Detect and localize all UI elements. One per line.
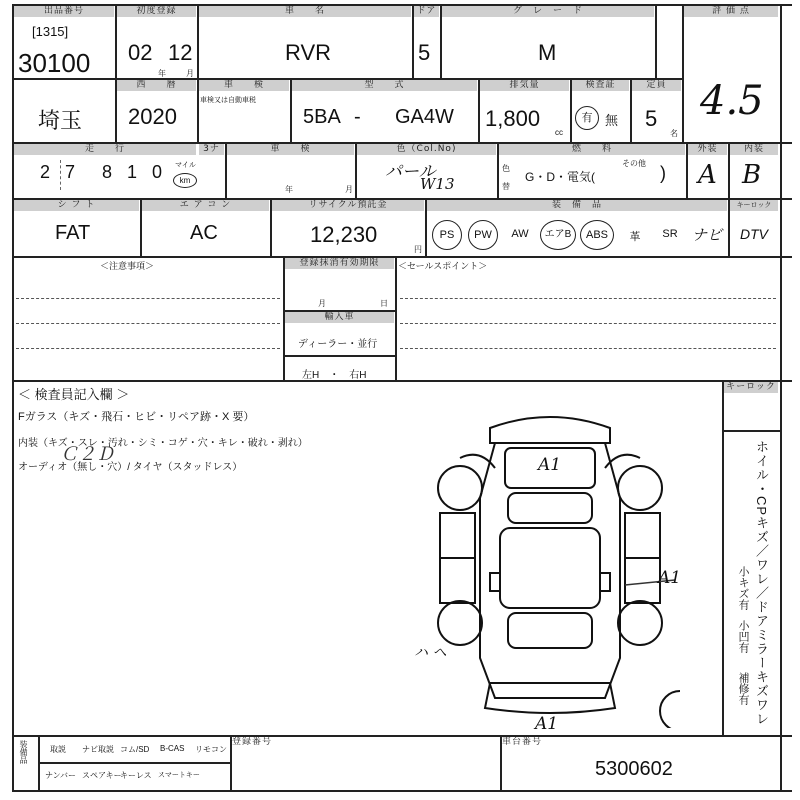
header-import: 輸入車 bbox=[285, 312, 394, 323]
cert-no: 無 bbox=[605, 113, 619, 128]
inspection-note: 車検又は自動車税 bbox=[200, 97, 256, 104]
inspection-year: 年 bbox=[285, 185, 293, 194]
mileage-digit: 7 bbox=[65, 162, 76, 182]
header-inspection: 車 検 bbox=[199, 80, 289, 91]
header-displacement: 排気量 bbox=[480, 80, 569, 91]
door-left-rear bbox=[440, 558, 475, 603]
header-keylock-top: キーロック bbox=[730, 200, 778, 211]
mileage-digit: 1 bbox=[127, 162, 138, 182]
first-reg-month-suffix: 月 bbox=[186, 69, 194, 78]
import-steer: 左H ・ 右H bbox=[302, 370, 367, 381]
spare-wheel bbox=[660, 691, 680, 728]
mileage-km-circle bbox=[173, 173, 197, 188]
mirror-right bbox=[600, 573, 610, 591]
bottom-item: キーレス bbox=[120, 771, 152, 780]
car-roof bbox=[500, 528, 600, 608]
sales-line bbox=[400, 323, 776, 324]
header-sanno: 3ナ bbox=[199, 144, 224, 155]
equipment-airbag bbox=[540, 220, 576, 250]
inspector-line: 内装（キズ・スレ・汚れ・シミ・コゲ・穴・キレ・破れ・剥れ） bbox=[18, 438, 308, 449]
bottom-side-label: 装備品 bbox=[19, 740, 28, 764]
evaluation-score: 4.5 bbox=[700, 78, 764, 124]
mileage-km: km bbox=[179, 176, 191, 185]
wheel-front-left bbox=[438, 466, 482, 510]
equipment-sr: SR bbox=[662, 228, 678, 240]
reg-expiry-month: 月 bbox=[318, 299, 326, 308]
header-car-name: 車 名 bbox=[199, 6, 411, 17]
fuel-text: G・D・電気( bbox=[525, 170, 595, 184]
displacement-unit: cc bbox=[555, 128, 563, 137]
exterior-grade: A bbox=[698, 160, 717, 190]
bottom-item: スペアキー bbox=[82, 771, 122, 780]
import-dealer: ディーラー・並行 bbox=[298, 339, 378, 350]
sales-line bbox=[400, 348, 776, 349]
color-label: 色 bbox=[502, 164, 510, 173]
equipment-label: PW bbox=[474, 229, 492, 241]
damage-left: ハ ヘ bbox=[414, 645, 447, 661]
header-model: 型 式 bbox=[292, 80, 477, 91]
chassis-number: 5300602 bbox=[595, 758, 673, 780]
model-code: GA4W bbox=[395, 106, 454, 128]
color-code: W13 bbox=[420, 175, 455, 193]
recycle-value: 12,230 bbox=[310, 222, 378, 247]
inspector-line: Fガラス（キズ・飛石・ヒビ・リペア跡・X 要） bbox=[18, 411, 255, 423]
equipment-label: ABS bbox=[585, 229, 608, 241]
model-prefix: 5BA bbox=[303, 106, 341, 128]
notes-label: ＜注意事項＞ bbox=[100, 261, 155, 271]
bottom-item: リモコン bbox=[195, 745, 227, 754]
header-grade: グ レ ー ド bbox=[442, 6, 654, 17]
first-reg-year: 02 bbox=[128, 40, 153, 65]
lot-bracket: [1315] bbox=[32, 24, 69, 39]
inspector-handwriting: Ｃ２Ｄ bbox=[60, 444, 114, 465]
bottom-item: コム/SD bbox=[120, 745, 150, 754]
wheel-rear-right bbox=[618, 601, 662, 645]
car-doors: 5 bbox=[418, 40, 431, 65]
door-right-rear bbox=[625, 558, 660, 603]
header-recycle: リサイクル預託金 bbox=[272, 200, 424, 211]
equipment-pw bbox=[468, 220, 498, 250]
header-year: 西 暦 bbox=[117, 80, 196, 91]
side-note: 小凹有 bbox=[737, 620, 749, 653]
bottom-item: 取説 bbox=[50, 745, 66, 754]
header-evaluation: 評 価 点 bbox=[684, 6, 778, 17]
bottom-item: ナンバー bbox=[45, 771, 77, 780]
header-aircon: エ ア コ ン bbox=[142, 200, 269, 211]
mileage-divider bbox=[60, 160, 61, 190]
header-interior: 内装 bbox=[730, 144, 778, 155]
car-name: RVR bbox=[285, 40, 332, 65]
header-keylock: キーロック bbox=[724, 382, 778, 393]
capacity-value: 5 bbox=[645, 106, 658, 131]
color-label-2: 替 bbox=[502, 182, 510, 191]
header-color: 色（Col.No) bbox=[357, 144, 496, 155]
fuel-close: ) bbox=[660, 163, 666, 183]
side-note: 小キズ有 bbox=[737, 566, 749, 610]
car-grade: M bbox=[538, 40, 557, 65]
damage-side: A1 bbox=[658, 568, 682, 588]
wheel-rear-left bbox=[438, 601, 482, 645]
recycle-unit: 円 bbox=[414, 245, 422, 254]
reg-expiry-day: 日 bbox=[380, 299, 388, 308]
header-chassis: 車台番号 bbox=[502, 737, 778, 748]
header-capacity: 定員 bbox=[632, 80, 681, 91]
shift-value: FAT bbox=[55, 222, 91, 244]
interior-grade: B bbox=[742, 160, 762, 190]
header-reg-expiry: 登録抹消有効期限 bbox=[285, 258, 394, 269]
header-equipment: 装 備 品 bbox=[427, 200, 727, 211]
first-reg-year-suffix: 年 bbox=[158, 69, 166, 78]
bottom-item: スマートキー bbox=[158, 772, 200, 779]
car-front-bumper bbox=[490, 417, 610, 443]
first-reg-month: 12 bbox=[168, 40, 193, 65]
sales-point-label: ＜セールスポイント＞ bbox=[398, 261, 488, 271]
header-first-reg: 初度登録 bbox=[117, 6, 196, 17]
prefecture: 埼玉 bbox=[38, 108, 83, 133]
header-cert: 検査証 bbox=[572, 80, 629, 91]
notes-line bbox=[16, 323, 280, 324]
equipment-label: PS bbox=[439, 229, 455, 241]
header-plate: 車 検 bbox=[227, 144, 354, 155]
lot-number: 30100 bbox=[18, 48, 91, 78]
equipment-leather: 革 bbox=[629, 231, 641, 243]
equipment-dtv: DTV bbox=[740, 226, 768, 242]
bottom-item: ナビ取説 bbox=[82, 745, 114, 754]
car-rear-window bbox=[508, 613, 592, 648]
displacement-value: 1,800 bbox=[485, 106, 541, 131]
year-value: 2020 bbox=[128, 104, 177, 129]
cert-yes: 有 bbox=[581, 112, 593, 124]
side-note: 補修有 bbox=[737, 672, 749, 705]
notes-line bbox=[16, 348, 280, 349]
mileage-digit: 2 bbox=[40, 162, 51, 182]
wheel-front-right bbox=[618, 466, 662, 510]
bottom-item: B-CAS bbox=[160, 744, 185, 753]
car-windshield bbox=[508, 493, 592, 523]
mirror-left bbox=[490, 573, 500, 591]
header-doors: ドア bbox=[414, 6, 439, 17]
header-lot-no: 出品番号 bbox=[14, 6, 114, 17]
mileage-digit: 0 bbox=[152, 162, 163, 182]
mileage-mile: マイル bbox=[175, 162, 196, 169]
damage-front: A1 bbox=[538, 455, 562, 475]
capacity-unit: 名 bbox=[670, 129, 678, 138]
inspection-month: 月 bbox=[345, 185, 353, 194]
model-dash: - bbox=[354, 106, 361, 128]
color-name: パール bbox=[385, 162, 436, 182]
aircon-value: AC bbox=[190, 222, 218, 244]
door-left-front bbox=[440, 513, 475, 558]
equipment-label: エアB bbox=[544, 229, 572, 240]
header-mileage: 走 行 bbox=[14, 144, 196, 155]
equipment-ps bbox=[432, 220, 462, 250]
inspector-title: ＜ 検査員記入欄 ＞ bbox=[18, 387, 130, 402]
equipment-aw: AW bbox=[511, 228, 529, 240]
mileage-digit: 8 bbox=[102, 162, 113, 182]
header-reg-no: 登録番号 bbox=[232, 737, 499, 748]
header-exterior: 外装 bbox=[688, 144, 727, 155]
equipment-abs bbox=[580, 220, 614, 250]
header-fuel: 燃 料 bbox=[499, 144, 685, 155]
notes-line bbox=[16, 298, 280, 299]
inspector-line: オーディオ（無し・穴）/ タイヤ（スタッドレス） bbox=[18, 462, 243, 473]
header-shift: シ フ ト bbox=[14, 200, 139, 211]
damage-rear: A1 bbox=[535, 714, 559, 734]
door-right-front bbox=[625, 513, 660, 558]
sales-line bbox=[400, 298, 776, 299]
side-note-main: ホイル・CPキズ／ワレ／ドアミラーキズワレ bbox=[754, 440, 769, 727]
cert-yes-circle bbox=[575, 106, 599, 130]
fuel-other: その他 bbox=[622, 159, 646, 168]
equipment-navi: ナビ bbox=[691, 227, 722, 244]
